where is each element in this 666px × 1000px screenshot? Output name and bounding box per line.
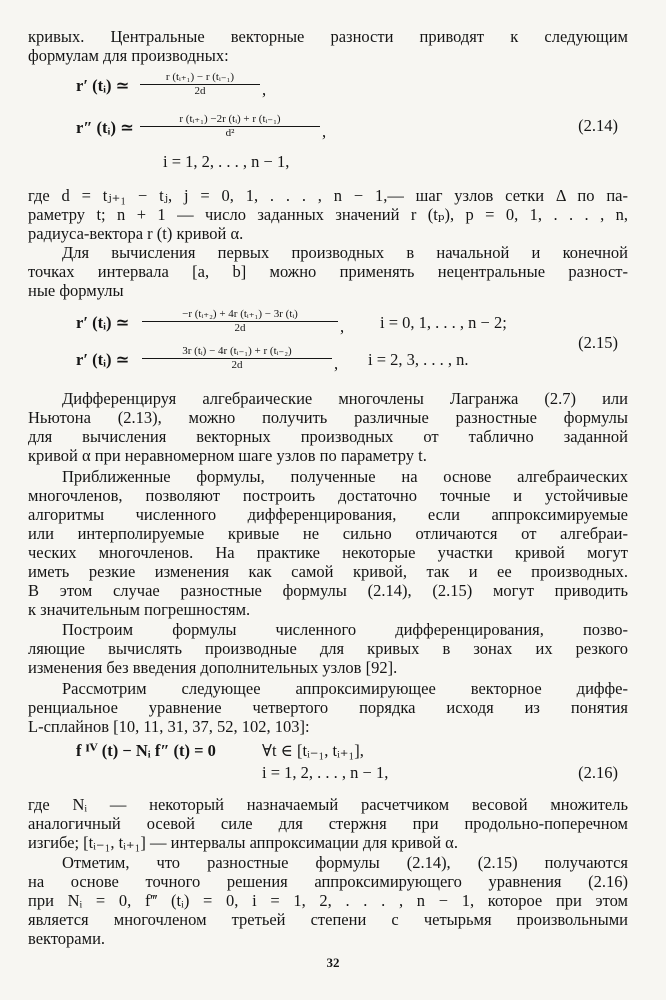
text-line: при Nᵢ = 0, f‴ (tᵢ) = 0, i = 1, 2, . . . , n − 1, которое при этом xyxy=(28,891,628,910)
fraction-numerator: r (tᵢ₊₁) − r (tᵢ₋₁) xyxy=(165,71,235,83)
fraction-numerator: −r (tᵢ₊₂) + 4r (tᵢ₊₁) − 3r (tᵢ) xyxy=(182,308,298,320)
fraction xyxy=(142,307,338,335)
formula-lhs: f ᴵⱽ (t) − Nᵢ f″ (t) = 0 xyxy=(76,741,216,760)
equation-number: (2.14) xyxy=(578,116,618,135)
formula-index: i = 1, 2, . . . , n − 1, xyxy=(262,763,389,782)
formula-condition: ∀t ∈ [tᵢ₋₁, tᵢ₊₁], xyxy=(262,741,364,760)
text-line: векторами. xyxy=(28,929,106,948)
text-line: ческих многочленов. На практике некоторые участки кривой могут xyxy=(28,543,628,562)
text-line: Отметим, что разностные формулы (2.14), (2.15) получаются xyxy=(62,853,628,872)
text-line: Построим формулы численного дифференцирования, позво- xyxy=(62,620,628,639)
text-line: аналогичный осевой силе для стержня при продольно-поперечном xyxy=(28,814,628,833)
text-line: Дифференцируя алгебраические многочлены Лагранжа (2.7) или xyxy=(62,389,628,408)
text-line: для вычисления векторных производных от таблично заданной xyxy=(28,427,628,446)
text-line: точках интервала [a, b] можно применять нецентральные разност- xyxy=(28,262,628,281)
text-line: на основе точного решения аппроксимирующего уравнения (2.16) xyxy=(28,872,628,891)
text-line: к значительным погрешностям. xyxy=(28,600,251,619)
text-line: Ньютона (2.13), можно получить различные разностные формулы xyxy=(28,408,628,427)
text-line: изменения без введения дополнительных узлов [92]. xyxy=(28,658,398,677)
equation-number: (2.15) xyxy=(578,333,618,352)
text-line: где Nᵢ — некоторый назначаемый расчетчиком весовой множитель xyxy=(28,795,628,814)
fraction-numerator: r (tᵢ₊₁) −2r (tᵢ) + r (tᵢ₋₁) xyxy=(179,113,281,125)
formula-lhs: r′ (tᵢ) ≃ xyxy=(76,76,130,95)
fraction xyxy=(140,70,260,98)
text-line: кривых. Центральные векторные разности приводят к следующим xyxy=(28,27,628,46)
text-line: Рассмотрим следующее аппроксимирующее векторное диффе- xyxy=(62,679,628,698)
text-line: формулам для производных: xyxy=(28,46,229,65)
text-line: алгоритмы численного дифференцирования, если аппроксимируемые xyxy=(28,505,628,524)
formula-index: i = 1, 2, . . . , n − 1, xyxy=(163,152,290,171)
text-line: иметь резкие изменения как самой кривой, так и ее производных. xyxy=(28,562,628,581)
text-line: или интерполируемые кривые не сильно отличаются от алгебраи- xyxy=(28,524,628,543)
formula-lhs: r′ (tᵢ) ≃ xyxy=(76,350,130,369)
fraction-denominator: 2d xyxy=(140,84,260,98)
text-line: ренциальное уравнение четвертого порядка исходя из понятия xyxy=(28,698,628,717)
text-line: L-сплайнов [10, 11, 31, 37, 52, 102, 103]: xyxy=(28,717,310,736)
equation-number: (2.16) xyxy=(578,763,618,782)
text-line: В этом случае разностные формулы (2.14), (2.15) могут приводить xyxy=(28,581,628,600)
fraction xyxy=(140,112,320,140)
fraction-denominator: 2d xyxy=(142,321,338,335)
text-line: кривой α при неравномерном шаге узлов по параметру t. xyxy=(28,446,427,465)
text-line: является многочленом третьей степени с четырьмя произвольными xyxy=(28,910,628,929)
text-line: многочленов, позволяют построить достаточно точные и устойчивые xyxy=(28,486,628,505)
fraction xyxy=(142,344,332,372)
fraction-denominator: 2d xyxy=(142,358,332,372)
book-page: кривых. Центральные векторные разности приводят к следующим формулам для производных: r′ (tᵢ) ≃ $\frac{\text{r (tᵢ₊₁) − r (tᵢ₋₁)}}{2d}$ , r″ (tᵢ) ≃ $\frac{\text{r (tᵢ₊₁) −2r (tᵢ) + r (tᵢ₋₁)}}{\text{d²}}$ , (2.14) i = 1, 2, . . . , n − 1, где d = tⱼ₊₁ − tⱼ, j = 0, 1, . . . , n − 1,— шаг узлов сетки Δ по па- раметру t; n + 1 — число заданных значений r (tₚ), p = 0, 1, . . . , n, радиуса-вектора r (t) кривой α. Для вычисления первых производных в начальной и конечной точках интервала [a, b] можно применять нецентральные разност- ные формулы r′ (tᵢ) ≃ $\frac{\text{−r (tᵢ₊₂) + 4r (tᵢ₊₁) − 3r (tᵢ)}}{2d}$ , i = 0, 1, . . . , n − 2; (2.15) r′ (tᵢ) ≃ $\frac{\text{3r (tᵢ) − 4r (tᵢ₋₁) + r (tᵢ₋₂)}}{2d}$ , i = 2, 3, . . . , n. Дифференцируя алгебраические многочлены Лагранжа (2.7) или Ньютона (2.13), можно получить различные разностные формулы для вычисления векторных производных от таблично заданной кривой α при неравномерном шаге узлов по параметру t. Приближенные формулы, полученные на основе алгебраических многочленов, позволяют построить достаточно точные и устойчивые алгоритмы численного дифференцирования, если аппроксимируемые или интерполируемые кривые не сильно отличаются от алгебраи- ческих многочленов. На практике некоторые участки кривой могут иметь резкие изменения как самой кривой, так и ее производных. В этом случае разностные формулы (2.14), (2.15) могут приводить к значительным погрешностям. Построим формулы численного дифференцирования, позво- ляющие вычислять производные для кривых в зонах их резкого изменения без введения дополнительных узлов [92]. Рассмотрим следующее аппроксимирующее векторное диффе- ренциальное уравнение четвертого порядка исходя из понятия L-сплайнов [10, 11, 31, 37, 52, 102, 103]: f ᴵⱽ (t) − Nᵢ f″ (t) = 0 ∀t ∈ [tᵢ₋₁, tᵢ₊₁], i = 1, 2, . . . , n − 1, (2.16) где Nᵢ — некоторый назначаемый расчетчиком весовой множитель аналогичный осевой силе для стержня при продольно-поперечном изгибе; [tᵢ₋₁, tᵢ₊₁] — интервалы аппроксимации для кривой α. Отметим, что разностные формулы (2.14), (2.15) получаются на основе точного решения аппроксимирующего уравнения (2.16) при Nᵢ = 0, f‴ (tᵢ) = 0, i = 1, 2, . . . , n − 1, которое при этом является многочленом третьей степени с четырьмя произвольными векторами. 32 xyxy=(0,0,666,1000)
text-line: Для вычисления первых производных в начальной и конечной xyxy=(62,243,628,262)
page-number: 32 xyxy=(326,955,340,970)
text-line: радиуса-вектора r (t) кривой α. xyxy=(28,224,244,243)
fraction-denominator: d² xyxy=(140,126,320,140)
text-line: изгибе; [tᵢ₋₁, tᵢ₊₁] — интервалы аппроксимации для кривой α. xyxy=(28,833,458,852)
formula-lhs: r′ (tᵢ) ≃ xyxy=(76,313,130,332)
fraction-numerator: 3r (tᵢ) − 4r (tᵢ₋₁) + r (tᵢ₋₂) xyxy=(182,345,292,357)
text-line: где d = tⱼ₊₁ − tⱼ, j = 0, 1, . . . , n − 1,— шаг узлов сетки Δ по па- xyxy=(28,186,628,205)
text-line: Приближенные формулы, полученные на основе алгебраических xyxy=(62,467,628,486)
text-line: ные формулы xyxy=(28,281,124,300)
formula-index: i = 2, 3, . . . , n. xyxy=(368,350,469,369)
formula-lhs: r″ (tᵢ) ≃ xyxy=(76,118,134,137)
text-line: ляющие вычислять производные для кривых в зонах их резкого xyxy=(28,639,628,658)
formula-index: i = 0, 1, . . . , n − 2; xyxy=(380,313,507,332)
text-line: раметру t; n + 1 — число заданных значений r (tₚ), p = 0, 1, . . . , n, xyxy=(28,205,628,224)
